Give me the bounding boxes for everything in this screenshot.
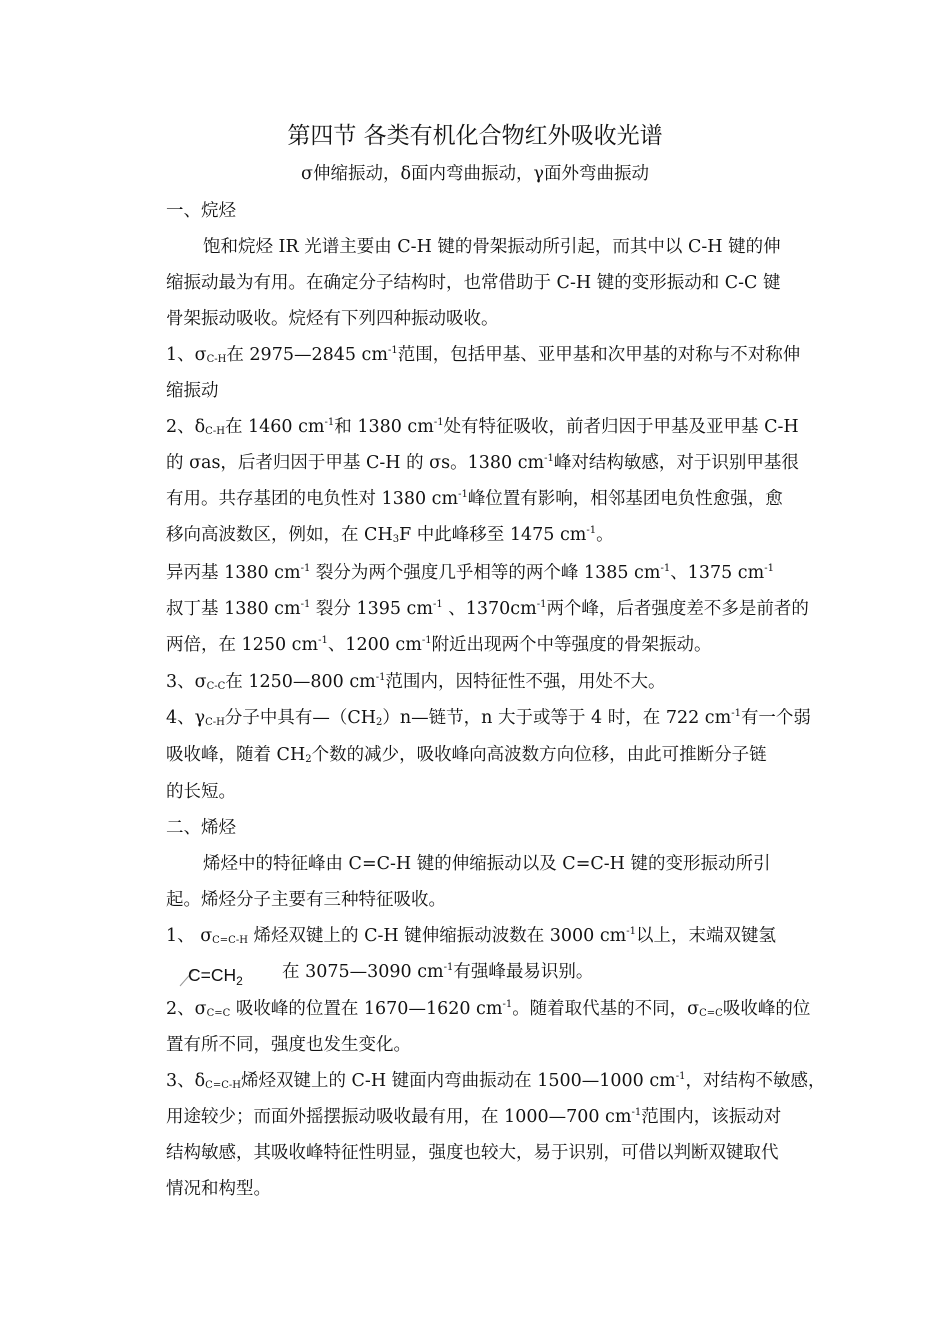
list-item: 4、$\gamma_{C-H}$分子中具有$—(CH_2)n—$链节，n 大于或等于 4 时，在 722 $cm^{-1}$有一个弱: [166, 708, 811, 728]
list-item: 3、$\delta_{C=C-H}$烯烃双键上的 C-H 键面内弯曲振动在 1500—1000 $cm^{-1}$，对结构不敏感，: [166, 1071, 826, 1091]
paragraph-line: 结构敏感，其吸收峰特征性明显，强度也较大，易于识别，可借以判断双键取代: [166, 1143, 779, 1163]
paragraph-line: 缩振动最为有用。在确定分子结构时，也常借助于 C-H 键的变形振动和 C-C 键: [166, 273, 781, 293]
page-subtitle: σ伸缩振动，δ面内弯曲振动，γ面外弯曲振动: [301, 164, 649, 184]
paragraph-line: 起。烯烃分子主要有三种特征吸收。: [166, 890, 446, 910]
paragraph-line: 骨架振动吸收。烷烃有下列四种振动吸收。: [166, 309, 499, 329]
paragraph-line: 饱和烷烃 IR 光谱主要由 C-H 键的骨架振动所引起，而其中以 C-H 键的伸: [203, 237, 781, 257]
paragraph-line: 缩振动: [166, 381, 219, 401]
list-item: 2、$\sigma_{C=C}$ 吸收峰的位置在 1670—1620 $cm^{-1}$。随着取代基的不同，$\sigma_{C=C}$吸收峰的位: [166, 999, 811, 1019]
list-item: 1、$\sigma_{C-H}$在 2975—2845 $cm^{-1}$范围，包括甲基、亚甲基和次甲基的对称与不对称伸: [166, 345, 801, 365]
paragraph-line: 的 σas，后者归因于甲基 C-H 的 σs。1380 $cm^{-1}$峰对结构敏感，对于识别甲基很: [166, 453, 799, 473]
list-item: 1、 $\sigma_{C=C-H}$ 烯烃双键上的 C-H 键伸缩振动波数在 3000 $cm^{-1}$以上，末端双键氢: [166, 926, 776, 946]
paragraph-line: 在 3075—3090 $cm^{-1}$有强峰最易识别。: [282, 962, 594, 982]
paragraph-line: 两倍，在 1250 $cm^{-1}$、1200 $cm^{-1}$附近出现两个中等强度的骨架振动。: [166, 635, 712, 655]
list-item: 2、$\delta_{C-H}$在 1460 $cm^{-1}$和 1380 $cm^{-1}$处有特征吸收，前者归因于甲基及亚甲基 C-H: [166, 417, 799, 437]
paragraph-line: 用途较少；而面外摇摆振动吸收最有用，在 1000—700 $cm^{-1}$范围内，该振动对: [166, 1107, 782, 1127]
chem-formula: $C=CH_2$: [188, 965, 243, 988]
paragraph-line: 有用。共存基团的电负性对 1380 $cm^{-1}$峰位置有影响，相邻基团电负性愈强，愈: [166, 489, 783, 509]
section-heading-alkene: 二、烯烃: [166, 818, 236, 838]
paragraph-line: 吸收峰，随着 $CH_2$个数的减少，吸收峰向高波数方向位移，由此可推断分子链: [166, 745, 767, 765]
page-title: 第四节 各类有机化合物红外吸收光谱: [287, 123, 663, 149]
paragraph-line: 烯烃中的特征峰由 C=C-H 键的伸缩振动以及 C=C-H 键的变形振动所引: [203, 854, 771, 874]
paragraph-line: 异丙基 1380 $cm^{-1}$ 裂分为两个强度几乎相等的两个峰 1385 $cm^{-1}$、1375 $cm^{-1}$: [166, 563, 774, 583]
paragraph-line: 情况和构型。: [166, 1179, 271, 1199]
list-item: 3、$\sigma_{C-C}$在 1250—800 $cm^{-1}$范围内，因特征性不强，用处不大。: [166, 672, 666, 692]
paragraph-line: 移向高波数区，例如，在 $CH_3F$ 中此峰移至 1475 $cm^{-1}$。: [166, 525, 614, 545]
section-heading-alkane: 一、烷烃: [166, 201, 236, 221]
paragraph-line: 置有所不同，强度也发生变化。: [166, 1035, 411, 1055]
paragraph-line: 的长短。: [166, 782, 236, 802]
paragraph-line: 叔丁基 1380 $cm^{-1}$ 裂分 1395 $cm^{-1}$ 、$1370cm^{-1}$两个峰，后者强度差不多是前者的: [166, 599, 809, 619]
